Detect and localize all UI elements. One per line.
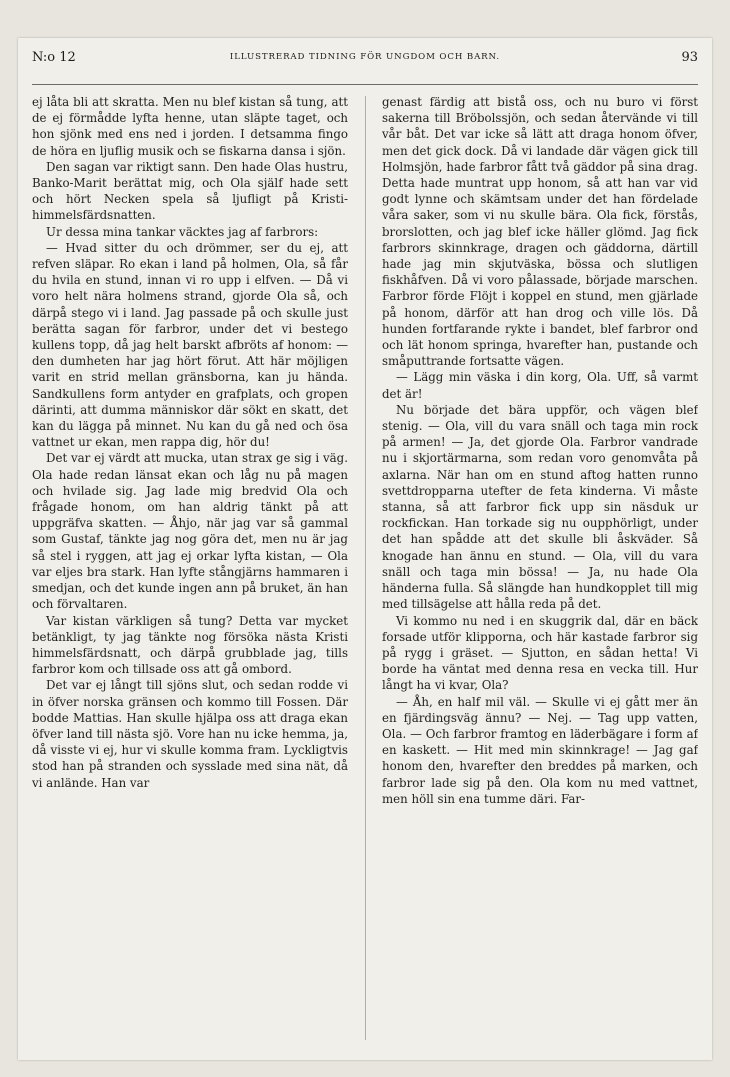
right-column <box>382 94 698 1042</box>
paragraph: Var kistan värkligen så tung? Detta var mycket betänkligt, ty jag tänkte nog försöka nästa Kristi himmelsfärdsnatt, och därpå grubblade jag, tills farbror kom och tillsade oss att gå ombord. <box>32 613 348 677</box>
paragraph: Ur dessa mina tankar väcktes jag af farbrors: <box>46 224 319 239</box>
paragraph: Det var ej värdt att mucka, utan strax ge sig i väg. Ola hade redan länsat ekan och låg nu på magen och hvilade sig. Jag lade mig bredvid Ola och frågade honom, om han aldrig tänkt på att uppgräfva skatten. — Åhjo, när jag var så gammal som Gustaf, tänkte jag nog göra det, men nu är jag så stel i ryggen, att jag ej orkar lyfta kistan, — Ola var eljes bra stark. Han lyfte stångjärns hammaren i smedjan, och det kunde ingen ann på bruket, än han och förvaltaren. <box>32 451 348 612</box>
paragraph: — Hvad sitter du och drömmer, ser du ej, att refven släpar. Ro ekan i land på holmen, Ola, så får du hvila en stund, innan vi ro upp i elfven. — Då vi voro helt nära holmens strand, gjorde Ola så, och därpå stego vi i land. Jag passade på och skulle just berätta sagan för farbror, under det vi bestego kullens topp, då jag helt barskt afbröts af honom: — den dumheten har jag hört förut. Att här möjligen varit en strid mellan gränsborna, kan ju hända. Sandkullens form antyder en grafplats, och gropen därinti, att dumma människor där sökt en skatt, det kan du lägga på minnet. Nu kan du gå ned och ösa vattnet ur ekan, men rappa dig, hör du! <box>32 240 348 450</box>
page-number: 93 <box>681 50 698 65</box>
left-column <box>32 94 348 1042</box>
issue-number: N:o 12 <box>32 50 76 65</box>
paragraph: ej låta bli att skratta. Men nu blef kistan så tung, att de ej förmådde lyfta henne, utan släpte taget, och hon sjönk med ens ned i jorden. I detsamma fingo de höra en ljuflig musik och se fiskarna dansa i sjön. <box>32 95 348 158</box>
column-divider <box>365 96 366 1040</box>
paragraph: — Lägg min väska i din korg, Ola. Uff, så varmt det är! <box>382 370 698 401</box>
text-columns <box>32 94 698 1042</box>
paragraph: Nu började det bära uppför, och vägen blef stenig. — Ola, vill du vara snäll och taga min rock på armen! — Ja, det gjorde Ola. Farbror vandrade nu i skjortärmarna, som redan voro genomvåta på axlarna. När han om en stund aftog hatten runno svettdropparna utefter de feta kinderna. Vi måste stanna, så att farbror fick upp sin näsduk ur rockfickan. Han torkade sig nu oupphörligt, under det han spådde att det skulle bli åskväder. Så knogade han ännu en stund. — Ola, vill du vara snäll och taga min bössa! — Ja, nu hade Ola händerna fulla. Så slängde han hundkopplet till mig med tillsägelse att hålla reda på det. <box>382 402 698 612</box>
newspaper-page <box>18 38 712 1060</box>
paragraph: — Åh, en half mil väl. — Skulle vi ej gått mer än en fjärdingsväg ännu? — Nej. — Tag upp vatten, Ola. — Och farbror framtog en läderbägare i form af en kaskett. — Hit med min skinnkrage! — Jag gaf honom den, hvarefter den breddes på marken, och farbror lade sig på den. Ola kom nu med vattnet, men höll sin ena tumme däri. Far- <box>382 694 698 806</box>
paragraph: Det var ej långt till sjöns slut, och sedan rodde vi in öfver norska gränsen och kommo till Fossen. Där bodde Mattias. Han skulle hjälpa oss att draga ekan öfver land till nästa sjö. Vore han nu icke hemma, ja, då visste vi ej, hur vi skulle komma fram. Lyckligtvis stod han på stranden och sysslade med sina nät, då vi anlände. Han var <box>32 678 348 790</box>
paragraph: Vi kommo nu ned i en skuggrik dal, där en bäck forsade utför klipporna, och här kastade farbror sig på rygg i gräset. — Sjutton, en sådan hetta! Vi borde ha väntat med denna resa en vecka till. Hur långt ha vi kvar, Ola? <box>382 613 698 693</box>
header-rule <box>32 84 698 85</box>
paragraph: genast färdig att bistå oss, och nu buro vi först sakerna till Bröbolssjön, och sedan återvände vi till vår båt. Det var icke så lätt att draga honom öfver, men det gick dock. Då vi landade där vägen gick till Holmsjön, hade farbror fått två gäddor på sina drag. Detta hade muntrat upp honom, så att han var vid godt lynne och skämtsam under det han fördelade våra saker, som vi nu skulle bära. Ola fick, förstås, brorslotten, och jag blef icke häller glömd. Jag fick farbrors skinnkrage, dragen och gäddorna, därtill hade jag min skjutväska, bössa och slutligen fiskhåfven. Då vi voro pålassade, började marschen. Farbror förde Flöjt i koppel en stund, men gjärlade på honom, därför att han drog och ville lös. Då hunden fortfarande rykte i bandet, blef farbror ond och lät honom springa, hvarefter han, pustande och småputtrande fortsatte vägen. <box>382 95 698 369</box>
running-head <box>32 50 698 70</box>
paragraph: Den sagan var riktigt sann. Den hade Olas hustru, Banko-Marit berättat mig, och Ola själf hade sett och hört Necken spela så ljufligt på Kristi-himmelsfärdsnatten. <box>32 159 348 223</box>
journal-title: ILLUSTRERAD TIDNING FÖR UNGDOM OCH BARN. <box>229 52 501 62</box>
